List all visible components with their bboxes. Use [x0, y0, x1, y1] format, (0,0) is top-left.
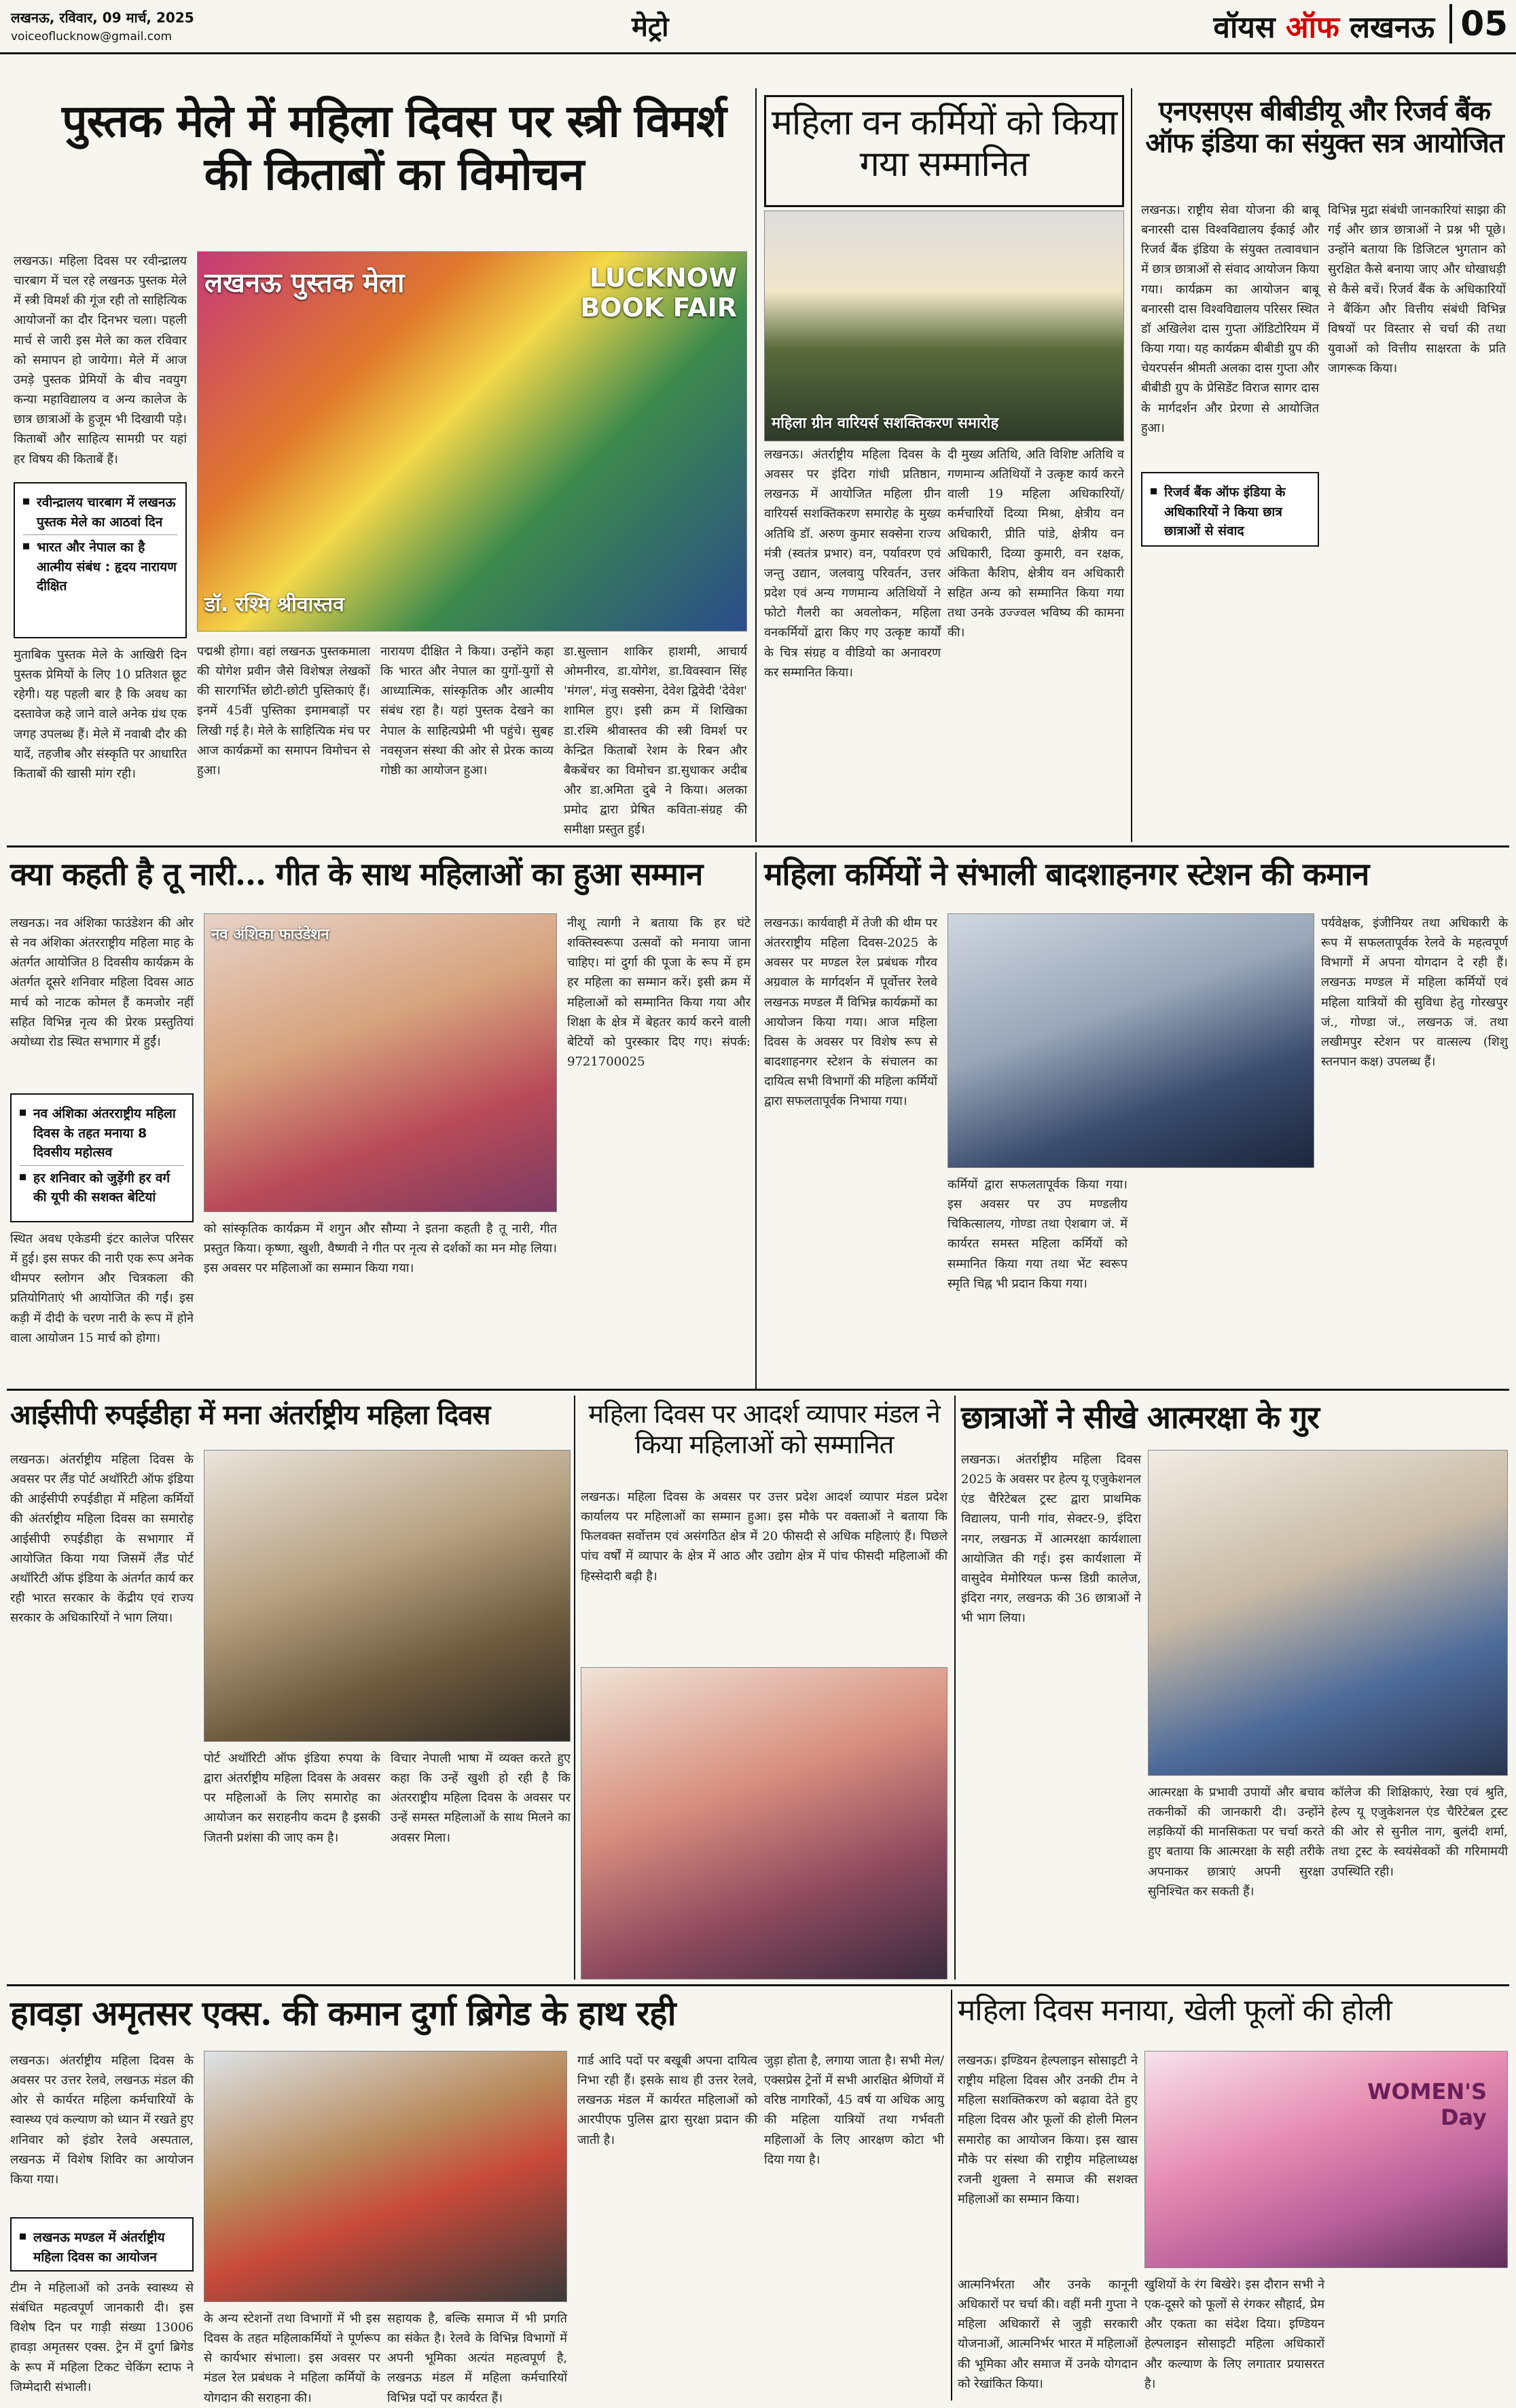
- brand-part-3: लखनऊ: [1350, 10, 1434, 45]
- durga-brigade-headline: हावड़ा अमृतसर एक्स. की कमान दुर्गा ब्रिगेड के हाथ रही: [10, 1993, 676, 2033]
- book-fair-photo: [197, 251, 747, 632]
- badshahnagar-body-3: [1321, 913, 1508, 1385]
- book-fair-headline: पुस्तक मेले में महिला दिवस पर स्त्री विमर्श की किताबों का विमोचन: [62, 94, 726, 200]
- pullquote-item: रवीन्द्रालय चारबाग में लखनऊ पुस्तक मेले का आठवां दिन: [23, 490, 177, 534]
- column-divider: [1131, 88, 1132, 842]
- brand-part-1: वॉयस: [1213, 10, 1276, 45]
- self-defence-paragraph-3: कॉलेज की शिक्षिकाएं, रेखा एवं श्रुति, हेल्प यू एजुकेशनल एंड चैरिटेबल ट्रस्ट की ओर से सुनील नाग, बुलंदी शर्मा, तथा ट्रस्ट के स्वयंसेवकों की गरिमामयी उपस्थिति रही।: [1331, 1785, 1508, 1879]
- book-fair-body-3: [197, 642, 370, 822]
- section-name: मेट्रो: [632, 12, 669, 43]
- vyapar-paragraph-1: लखनऊ। महिला दिवस के अवसर पर उत्तर प्रदेश आदर्श व्यापार मंडल प्रदेश कार्यालय पर महिलाओं का सम्मान हुआ। इस मौके पर वक्ताओं ने बताया कि फिलवक्त सर्वोत्तम एवं असंगठित क्षेत्र में 20 फीसदी से अधिक महिलाएं हैं। पिछले पांच वर्षों में व्यापार के क्षेत्र में आठ और उद्योग क्षेत्र में पांच फीसदी महिलाओं की हिस्सेदारी बढ़ी है।: [581, 1490, 948, 1584]
- badshahnagar-body-2: [948, 1175, 1127, 1385]
- section-rule: [7, 845, 1509, 847]
- durga-brigade-photo: [204, 2051, 567, 2302]
- book-fair-body-4: [380, 642, 554, 822]
- section-rule: [7, 1389, 1509, 1391]
- badshahnagar-paragraph-2: कर्मियों द्वारा सफलतापूर्वक किया गया। इस अवसर पर उप मण्डलीय चिकित्सालय, गोण्डा तथा ऐशबाग जं. में कार्यरत समस्त महिला कर्मियों को सम्मानित किया गया तथा भेंट स्वरूप स्मृति चिह्न भी प्रदान किया गया।: [948, 1178, 1127, 1291]
- forest-women-paragraph-2: दी मुख्य अतिथि, अति विशिष्ट अतिथि व गणमान्य अतिथियों ने उत्कृष्ट कार्य करने वाली 19 महिला अधिकारियों/कर्मचारियों दिव्या मिश्रा, क्षेत्रीय वन अधिकारी, प्रीति पांडे, क्षेत्रीय वन अधिकारी, दिव्या कुमारी, वन रक्षक, अंकिता कैशिप, क्षेत्रीय वन अधिकारी सहित अन्य को सम्मानित किया गया तथा उनके उज्ज्वल भविष्य की कामना की।: [948, 448, 1124, 640]
- photo-banner-text: महिला ग्रीन वारियर्स सशक्तिकरण समारोह: [772, 415, 999, 432]
- durga-brigade-paragraph-3: के अन्य स्टेशनों तथा विभागों में भी इस दिवस के तहत महिलाकर्मियों ने पूर्णरूप से कार्यभार संभाला। इस अवसर पर मंडल रेल प्रबंधक ने महिला कर्मियों के योगदान की सराहना की।: [204, 2312, 380, 2405]
- kya-kehti-body-4: [567, 913, 751, 1385]
- column-divider: [755, 88, 757, 842]
- durga-brigade-body-2: [10, 2278, 194, 2401]
- photo-banner-text: नव अंशिका फाउंडेशन: [211, 926, 329, 943]
- pullquote-item: भारत और नेपाल का है आत्मीय संबंध : हृदय नारायण दीक्षित: [23, 534, 177, 599]
- self-defence-body-2: [1148, 1783, 1324, 1980]
- masthead-date: लखनऊ, रविवार, 09 मार्च, 2025: [11, 10, 194, 26]
- self-defence-photo: [1148, 1450, 1508, 1776]
- kya-kehti-paragraph-2: स्थित अवध एकेडमी इंटर कालेज परिसर में हुई। इस सफर की नारी एक रूप अनेक थीमपर स्लोगन और चित्रकला की प्रतियोगिताएं भी आयोजित की गईं। इस कड़ी में दीदी के चरण नारी के रूप में होने वाला आयोजन 15 मार्च को होगा।: [10, 1232, 194, 1345]
- nss-rbi-body-1: [1141, 200, 1319, 465]
- badshahnagar-headline: महिला कर्मियों ने संभाली बादशाहनगर स्टेशन की कमान: [764, 856, 1369, 892]
- vyapar-photo: [581, 1667, 948, 1980]
- holi-paragraph-1: लखनऊ। इण्डियन हेल्पलाइन सोसाइटी ने राष्ट्रीय महिला दिवस और उनकी टीम ने महिला सशक्तिकरण को बढ़ावा देते हुए महिला दिवस और फूलों की होली मिलन समारोह का आयोजन किया। इस खास मौके पर संस्था की राष्ट्रीय महिलाध्यक्ष रजनी शुक्ला ने समाज की सशक्त महिलाओं का सम्मान किया।: [958, 2054, 1138, 2207]
- durga-brigade-paragraph-2: टीम ने महिलाओं को उनके स्वास्थ्य से संबंधित महत्वपूर्ण जानकारी दी। इस विशेष दिन पर गाड़ी संख्या 13006 हावड़ा अमृतसर एक्स. ट्रेन में दुर्गा ब्रिगेड के रूप में महिला टिकट चेकिंग स्टाफ ने जिम्मेदारी संभाली।: [10, 2281, 194, 2394]
- brand-part-2: ऑफ: [1285, 10, 1339, 45]
- badshahnagar-paragraph-1: लखनऊ। कार्यवाही में तेजी की थीम पर अंतरराष्ट्रीय महिला दिवस-2025 के अवसर पर मण्डल रेल प्रबंधक गौरव अग्रवाल के मार्गदर्शन में पूर्वोत्तर रेलवे लखनऊ मण्डल मैं विभिन्न कार्यक्रमों का आयोजन किया गया। आज महिला दिवस के अवसर पर विशेष रूप से बादशाहनगर स्टेशन के संचालन का दायित्व सभी विभागों की महिला कर्मियों द्वारा सफलतापूर्वक निभाया गया।: [764, 916, 937, 1109]
- forest-women-body-1: [764, 445, 941, 839]
- book-fair-paragraph-3: पद्मश्री होगा। वहां लखनऊ पुस्तकमाला की योगेश प्रवीन जैसे विशेषज्ञ लेखकों की सारगर्भित छोटी-छोटी पुस्तिकाएं हैं। इनमें 45वीं पुस्तिका इमामबाड़ों पर लिखी गई है। मेले के साहित्यिक मंच पर आज कार्यक्रमों का समापन विमोचन से हुआ।: [197, 644, 370, 778]
- durga-brigade-paragraph-1: लखनऊ। अंतर्राष्ट्रीय महिला दिवस के अवसर पर उत्तर रेलवे, लखनऊ मंडल की ओर से कार्यरत महिला कर्मचारियों के स्वास्थ्य एवं कल्याण को ध्यान में रखते हुए शनिवार को इंडोर रेलवे अस्पताल, लखनऊ में विशेष शिविर का आयोजन किया गया।: [10, 2054, 194, 2187]
- kya-kehti-photo: [204, 913, 557, 1212]
- icp-body-3: [391, 1749, 571, 1980]
- column-divider: [574, 1395, 575, 1980]
- book-fair-body-1: [14, 251, 187, 475]
- icp-paragraph-2: पोर्ट अथॉरिटी ऑफ इंडिया रुपया के द्वारा अंतर्राष्ट्रीय महिला दिवस के अवसर पर महिलाओं के लिए समारोह का आयोजन कर सराहनीय कदम है इसकी जितनी प्रशंसा की जाए कम है।: [204, 1751, 380, 1845]
- kya-kehti-paragraph-3: को सांस्कृतिक कार्यक्रम में शगुन और सौम्या ने इतना कहती है तू नारी, गीत प्रस्तुत किया। कृष्णा, खुशी, वैष्णवी ने गीत पर नृत्य से दर्शकों का मन मोह लिया। इस अवसर पर महिलाओं का सम्मान किया गया।: [204, 1222, 557, 1276]
- holi-body-3: [1144, 2275, 1324, 2401]
- icp-headline: आईसीपी रुपईडीहा में मना अंतर्राष्ट्रीय महिला दिवस: [10, 1399, 490, 1431]
- self-defence-body-1: [961, 1450, 1141, 1980]
- book-fair-paragraph-5: डा.सुल्तान शाकिर हाशमी, आचार्य ओमनीरव, डा.योगेश, डा.विवस्वान सिंह 'मंगल', मंजु सक्सेना, देवेश द्विवेदी 'देवेश' शामिल हुए। इसी क्रम में शिखिका डा.रश्मि श्रीवास्तव की स्त्री विमर्श पर केन्द्रित किताबों रेशम के रिबन और बैकबेंचर का विमोचन डा.सुधाकर अदीब और डा.अमिता दुबे ने किया। अलका प्रमोद द्वारा प्रेषित कविता-संग्रह की समीक्षा प्रस्तुत हुई।: [564, 644, 747, 837]
- durga-brigade-paragraph-4: सहायक है, बल्कि समाज में भी प्रगति का संकेत है। रेलवे के विभिन्न विभागों में अपनी भूमिका अत्यंत महत्वपूर्ण है, लखनऊ मंडल में महिला कर्मचारियों विभिन्न पदों पर कार्यरत हैं।: [387, 2312, 567, 2405]
- nss-rbi-paragraph-2: विभिन्न मुद्रा संबंधी जानकारियां साझा की गई और छात्र छात्राओं ने प्रश्न भी पूछे। उन्होंने बताया कि डिजिटल भुगतान को सुरक्षित कैसे बनाया जाए और धोखाधड़ी से कैसे बचें। रिजर्व बैंक के अधिकारियों ने बैंकिंग और वित्तीय संबंधी विभिन्न विषयों पर विस्तार से चर्चा की तथा युवाओं को वित्तीय साक्षरता के प्रति जागरूक किया।: [1328, 203, 1506, 376]
- masthead-email: voiceoflucknow@gmail.com: [11, 30, 173, 43]
- holi-photo: [1144, 2051, 1508, 2268]
- holi-body-extra: [1331, 2275, 1508, 2401]
- section-rule: [7, 1984, 1509, 1986]
- nss-rbi-paragraph-1: लखनऊ। राष्ट्रीय सेवा योजना की बाबू बनारसी दास विश्वविद्यालय ईकाई और रिजर्व बैंक इंडिया के संयुक्त तत्वावधान में छात्र छात्राओं से संवाद आयोजन किया गया। कार्यक्रम का आयोजन बाबू बनारसी दास विश्वविद्यालय परिसर स्थित डॉ अखिलेश दास गुप्ता ऑडिटोरियम में किया गया। यह कार्यक्रम बीबीडी ग्रुप की चेयरपर्सन श्रीमती अलका दास गुप्ता और बीबीडी ग्रुप के प्रेसिडेंट विराज सागर दास के मार्गदर्शन और प्रेरणा से आयोजित हुआ।: [1141, 203, 1319, 435]
- pullquote-item: लखनऊ मण्डल में अंतर्राष्ट्रीय महिला दिवस का आयोजन: [20, 2225, 184, 2269]
- forest-women-paragraph-1: लखनऊ। अंतर्राष्ट्रीय महिला दिवस के अवसर पर इंदिरा गांधी प्रतिष्ठान, लखनऊ में आयोजित महिला ग्रीन वारियर्स सशक्तिकरण समारोह के मुख्य अतिथि डॉ. अरुण कुमार सक्सेना राज्य मंत्री (स्वतंत्र प्रभार) वन, पर्यावरण एवं जन्तु उद्यान, जलवायु परिवर्तन, उत्तर प्रदेश एवं अन्य गणमान्य अतिथियों ने फोटो गैलरी का अवलोकन, महिला वनकर्मियों द्वारा किए गए उत्कृष्ट कार्यों के चित्र संग्रह व वीडियो का अनावरण कर सम्मानित किया।: [764, 448, 941, 680]
- icp-paragraph-1: लखनऊ। अंतर्राष्ट्रीय महिला दिवस के अवसर पर लैंड पोर्ट अथॉरिटी ऑफ इंडिया की आईसीपी रुपईडीहा में महिला कर्मियों की अंतर्राष्ट्रीय महिला दिवस का समारोह आईसीपी रुपईडीहा के सभागार में आयोजित किया गया जिसमें लैंड पोर्ट अथॉरिटी ऑफ इंडिया के अंतर्गत कार्य कर रही भारत सरकार के केंद्रीय एवं राज्य सरकार के अधिकारियों ने भाग लिया।: [10, 1453, 194, 1626]
- durga-brigade-paragraph-6: जुड़ा होता है, लगाया जाता है। सभी मेल/एक्सप्रेस ट्रेनों में सभी आरक्षित श्रेणियों में वरिष्ठ नागरिकों, 45 वर्ष या अधिक आयु की महिला यात्रियों तथा गर्भवती महिलाओं के लिए आरक्षण कोटा भी दिया गया है।: [764, 2054, 944, 2167]
- icp-paragraph-3: विचार नेपाली भाषा में व्यक्त करते हुए कहा कि उन्हें खुशी हो रही है कि अंतरराष्ट्रीय महिला दिवस के अवसर पर उन्हें समस्त महिलाओं के साथ मिलने का अवसर मिला।: [391, 1751, 571, 1845]
- durga-brigade-paragraph-5: गार्ड आदि पदों पर बखूबी अपना दायित्व निभा रही हैं। इसके साथ ही उत्तर रेलवे, लखनऊ मंडल में कार्यरत महिलाओं को आरपीएफ पुलिस द्वारा सुरक्षा प्रदान की जाती है।: [577, 2054, 757, 2147]
- forest-women-body-2: [948, 445, 1124, 839]
- book-fair-paragraph-4: नारायण दीक्षित ने किया। उन्होंने कहा कि भारत और नेपाल का युगों-युगों से आध्यात्मिक, सांस्कृतिक और आत्मीय संबंध रहा है। यहां पुस्तक देखने का नेपाल के साहित्यप्रेमी भी पहुंचे। सुबह नवसृजन संस्था की ओर से प्रेरक काव्य गोष्ठी का आयोजन हुआ।: [380, 644, 554, 778]
- durga-brigade-body-6: [764, 2051, 944, 2401]
- icp-body-1: [10, 1450, 194, 1980]
- holi-paragraph-2: आत्मनिर्भरता और उनके कानूनी अधिकारों पर चर्चा की। वहीं मनी गुप्ता ने महिला अधिकारों से जुड़ी सरकारी योजनाओं, आत्मनिर्भर भारत में महिलाओं की भूमिका और समाज में उनके योगदान को रेखांकित किया।: [958, 2278, 1138, 2391]
- column-divider: [954, 1395, 956, 1980]
- column-divider: [951, 1990, 952, 2401]
- photo-text-author-name: डॉ. रश्मि श्रीवास्तव: [204, 593, 344, 617]
- holi-body-1: [958, 2051, 1138, 2268]
- badshahnagar-body-1: [764, 913, 937, 1385]
- icp-photo: [204, 1450, 571, 1742]
- nss-rbi-pullquote: [1141, 472, 1319, 547]
- holi-paragraph-3: खुशियों के रंग बिखेरे। इस दौरान सभी ने एक-दूसरे को फूलों से रंगकर सौहार्द, प्रेम और एकता का संदेश दिया। इण्डियन हेल्पलाइन सोसाइटी महिला अधिकारों और कल्याण के लिए लगातार प्रयासरत है।: [1144, 2278, 1324, 2391]
- pullquote-item: रिजर्व बैंक ऑफ इंडिया के अधिकारियों ने किया छात्र छात्राओं से संवाद: [1151, 480, 1310, 544]
- page-number: 05: [1449, 4, 1508, 43]
- self-defence-paragraph-2: आत्मरक्षा के प्रभावी उपायों और बचाव तकनीकों की जानकारी दी। उन्होंने लड़कियों की मानसिकता पर चर्चा करते हुए बताया कि आत्मरक्षा के सही तरीके अपनाकर छात्राएं अपनी सुरक्षा सुनिश्चित कर सकती हैं।: [1148, 1785, 1324, 1899]
- badshahnagar-photo: [948, 913, 1314, 1168]
- pullquote-item: नव अंशिका अंतरराष्ट्रीय महिला दिवस के तहत मनाया 8 दिवसीय महोत्सव: [20, 1101, 184, 1165]
- holi-body-2: [958, 2275, 1138, 2401]
- pullquote-item: हर शनिवार को जुड़ेंगी हर वर्ग की यूपी की सशक्त बेटियां: [20, 1165, 184, 1210]
- column-divider: [755, 852, 757, 1389]
- book-fair-pullquote: [14, 482, 187, 638]
- forest-women-photo: [764, 211, 1124, 441]
- kya-kehti-pullquote: [10, 1093, 194, 1222]
- book-fair-paragraph-1: लखनऊ। महिला दिवस पर रवीन्द्रालय चारबाग में चल रहे लखनऊ पुस्तक मेले में स्त्री विमर्श की गूंज रही तो साहित्यिक आयोजनों का दौर दिनभर चला। पहली मार्च से जारी इस मेले का कल रविवार को समापन हो जायेगा। मेले में आज उमड़े पुस्तक प्रेमियों के बीच नवयुग कन्या महाविद्यालय व अन्य कालेज के छात्र छात्राओं के हुजूम भी दिखायी पड़े। किताबों और साहित्य सामग्री पर यहां हर विषय की किताबें हैं।: [14, 254, 187, 467]
- holi-headline: महिला दिवस मनाया, खेली फूलों की होली: [958, 1993, 1392, 2028]
- badshahnagar-paragraph-3: पर्यवेक्षक, इंजीनियर तथा अधिकारी के रूप में सफलतापूर्वक रेलवे के महत्वपूर्ण विभागों में अपना योगदान दे रही हैं। लखनऊ मण्डल में महिला कर्मियों एवं महिला यात्रियों की सुविधा हेतु गोरखपुर जं., गोण्डा जं., लखनऊ जं. तथा लखीमपुर स्टेशन पर वात्सल्य (शिशु स्तनपान कक्ष) उपलब्ध हैं।: [1321, 916, 1508, 1070]
- vyapar-headline: महिला दिवस पर आदर्श व्यापार मंडल ने किया महिलाओं को सम्मानित: [588, 1399, 940, 1459]
- kya-kehti-body-1: [10, 913, 194, 1090]
- book-fair-paragraph-2: मुताबिक पुस्तक मेले के आखिरी दिन पुस्तक प्रेमियों के लिए 10 प्रतिशत छूट रहेगी। यह पहली बार है कि अवध का दस्तावेज कहे जाने वाले अनेक ग्रंथ एक जगह उपलब्ध हैं। मेले में नवाबी दौर की यादें, तहजीब और संस्कृति पर आधारित किताबों की खासी मांग रही।: [14, 648, 187, 781]
- self-defence-headline: छात्राओं ने सीखे आत्मरक्षा के गुर: [961, 1399, 1319, 1436]
- kya-kehti-headline: क्या कहती है तू नारी... गीत के साथ महिलाओं का हुआ सम्मान: [10, 856, 703, 892]
- forest-women-headline: महिला वन कर्मियों को किया गया सम्मानित: [764, 95, 1124, 207]
- durga-brigade-body-1: [10, 2051, 194, 2214]
- durga-brigade-body-5: [577, 2051, 757, 2401]
- self-defence-paragraph-1: लखनऊ। अंतर्राष्ट्रीय महिला दिवस 2025 के अवसर पर हेल्प यू एजुकेशनल एंड चैरिटेबल ट्रस्ट द्वारा प्राथमिक विद्यालय, पानी गांव, सेक्टर-9, इंदिरा नगर, लखनऊ में आत्मरक्षा कार्यशाला आयोजित की गई। इस कार्यशाला में वासुदेव मेमोरियल फन्स डिग्री कालेज, इंदिरा नगर, लखनऊ की 36 छात्राओं ने भी भाग लिया।: [961, 1453, 1141, 1626]
- kya-kehti-body-2: [10, 1229, 194, 1385]
- masthead: [0, 0, 1516, 54]
- photo-text-lucknow-book-fair-hi: लखनऊ पुस्तक मेला: [204, 268, 405, 299]
- vyapar-body-1: [581, 1487, 948, 1660]
- kya-kehti-paragraph-4: नीशू त्यागी ने बताया कि हर घंटे शक्तिस्वरूपा उत्सवों को मनाया जाना चाहिए। मां दुर्गा की पूजा के रूप में हम हर महिला का सम्मान करें। इसी क्रम में महिलाओं को सम्मानित किया गया और शिक्षा के क्षेत्र में बेहतर कार्य करने वाली बेटियों को पुरस्कार दिए गए। संपर्क: 9721700025: [567, 916, 751, 1070]
- icp-body-2: [204, 1749, 380, 1980]
- kya-kehti-paragraph-1: लखनऊ। नव अंशिका फाउंडेशन की ओर से नव अंशिका अंतरराष्ट्रीय महिला माह के अंतर्गत आयोजित 8 दिवसीय कार्यक्रम के अंतर्गत दूसरे शनिवार महिला दिवस आठ मार्च को नाटक कोमल हैं कमजोर नहीं सहित विभिन्न नृत्य की प्रेरक प्रस्तुतियां अयोध्या रोड स्थित सभागार में हुईं।: [10, 916, 194, 1049]
- nss-rbi-body-2: [1328, 200, 1506, 835]
- kya-kehti-body-3: [204, 1219, 557, 1385]
- self-defence-body-3: [1331, 1783, 1508, 1980]
- durga-brigade-body-4: [387, 2309, 567, 2405]
- durga-brigade-pullquote: [10, 2217, 194, 2272]
- newspaper-brand: [1213, 5, 1434, 46]
- photo-text-lucknow-book-fair-en: LUCKNOW BOOK FAIR: [580, 263, 737, 323]
- book-fair-body-5: [564, 642, 747, 837]
- nss-rbi-headline: एनएसएस बीबीडीयू और रिजर्व बैंक ऑफ इंडिया का संयुक्त सत्र आयोजित: [1145, 95, 1504, 160]
- durga-brigade-body-3: [204, 2309, 380, 2405]
- book-fair-body-2: [14, 645, 187, 822]
- photo-banner-text: WOMEN'S Day: [1367, 2079, 1487, 2130]
